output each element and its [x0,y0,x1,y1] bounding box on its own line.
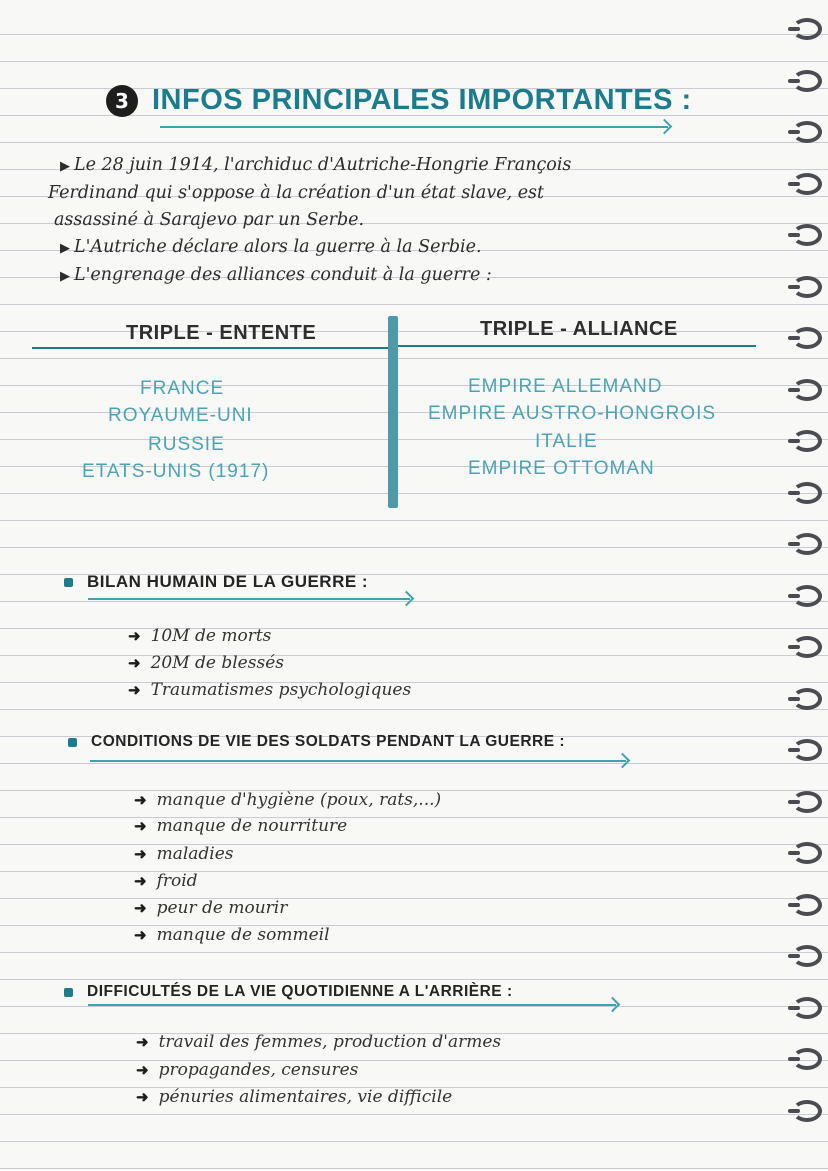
spiral-ring [792,842,822,864]
title-text: INFOS PRINCIPALES IMPORTANTES : [152,84,692,116]
alliance-country: EMPIRE OTTOMAN [468,458,655,479]
list-item: ➜ manque de sommeil [134,925,330,945]
spiral-ring [792,276,822,298]
arrow-right-icon: ➜ [128,654,141,672]
title-underline-arrow [160,126,668,128]
section-number-badge: 3 [106,85,138,117]
intro-line: assassiné à Sarajevo par un Serbe. [54,210,365,230]
entente-country: ROYAUME-UNI [108,405,253,426]
arrow-right-icon: ➜ [136,1061,149,1079]
spiral-ring [792,997,822,1019]
square-bullet-icon [64,578,73,587]
entente-country: FRANCE [140,378,225,399]
arrow-right-icon: ➜ [136,1033,149,1051]
spiral-ring [792,791,822,813]
list-item: ➜ travail des femmes, production d'armes [136,1032,502,1052]
page-title [106,84,692,117]
spiral-ring [792,224,822,246]
spiral-ring [792,430,822,452]
list-item: ➜ froid [134,871,198,891]
spiral-ring [792,18,822,40]
arrow-right-icon: ➜ [134,926,147,944]
triple-entente-title: TRIPLE - ENTENTE [126,322,317,344]
list-item: ➜ 10M de morts [128,626,272,646]
arrow-right-icon: ➜ [134,817,147,835]
spiral-ring [792,739,822,761]
spiral-ring [792,945,822,967]
difficultes-heading: DIFFICULTÉS DE LA VIE QUOTIDIENNE A L'ARRIÈRE : [64,983,513,1001]
arrow-right-icon: ➜ [134,845,147,863]
list-item: ➜ maladies [134,844,234,864]
list-item: ➜ Traumatismes psychologiques [128,680,412,700]
arrow-right-icon: ➜ [128,681,141,699]
conditions-heading: CONDITIONS DE VIE DES SOLDATS PENDANT LA GUERRE : [68,733,565,751]
bilan-heading: BILAN HUMAIN DE LA GUERRE : [64,572,368,592]
list-item: ➜ propagandes, censures [136,1060,359,1080]
square-bullet-icon [68,738,77,747]
table-divider [388,316,398,508]
heading-underline-arrow [88,1004,616,1006]
alliance-country: EMPIRE ALLEMAND [468,376,663,397]
spiral-ring [792,636,822,658]
intro-paragraph [48,152,694,290]
list-item: ➜ peur de mourir [134,898,288,918]
table-header-line [398,345,756,347]
spiral-ring [792,585,822,607]
spiral-ring [792,533,822,555]
spiral-ring [792,1048,822,1070]
triple-alliance-title: TRIPLE - ALLIANCE [480,318,678,340]
list-item: ➜ 20M de blessés [128,653,284,673]
spiral-ring [792,121,822,143]
triangle-marker-icon: ▶ [60,241,70,256]
intro-line: ▶ Le 28 juin 1914, l'archiduc d'Autriche-Hongrie François [60,155,572,175]
spiral-ring [792,70,822,92]
heading-underline-arrow [90,760,626,762]
spiral-ring [792,894,822,916]
spiral-ring [792,1100,822,1122]
intro-line: Ferdinand qui s'oppose à la création d'un état slave, est [48,183,545,203]
arrow-right-icon: ➜ [134,791,147,809]
triangle-marker-icon: ▶ [60,269,70,284]
entente-country: RUSSIE [148,434,225,455]
arrow-right-icon: ➜ [134,899,147,917]
alliance-country: EMPIRE AUSTRO-HONGROIS [428,403,717,424]
list-item: ➜ manque d'hygiène (poux, rats,...) [134,790,442,810]
arrow-right-icon: ➜ [134,872,147,890]
table-header-line [32,347,388,349]
arrow-right-icon: ➜ [128,627,141,645]
intro-line: ▶ L'Autriche déclare alors la guerre à la Serbie. [60,237,482,257]
heading-underline-arrow [88,598,410,600]
spiral-binding [788,0,822,1171]
intro-line: ▶ L'engrenage des alliances conduit à la guerre : [60,265,492,285]
entente-country: ETATS-UNIS (1917) [82,461,270,482]
square-bullet-icon [64,988,73,997]
arrow-right-icon: ➜ [136,1088,149,1106]
spiral-ring [792,688,822,710]
spiral-ring [792,173,822,195]
alliance-country: ITALIE [535,431,598,452]
spiral-ring [792,379,822,401]
spiral-ring [792,482,822,504]
list-item: ➜ manque de nourriture [134,816,348,836]
spiral-ring [792,327,822,349]
triangle-marker-icon: ▶ [60,159,70,174]
list-item: ➜ pénuries alimentaires, vie difficile [136,1087,453,1107]
